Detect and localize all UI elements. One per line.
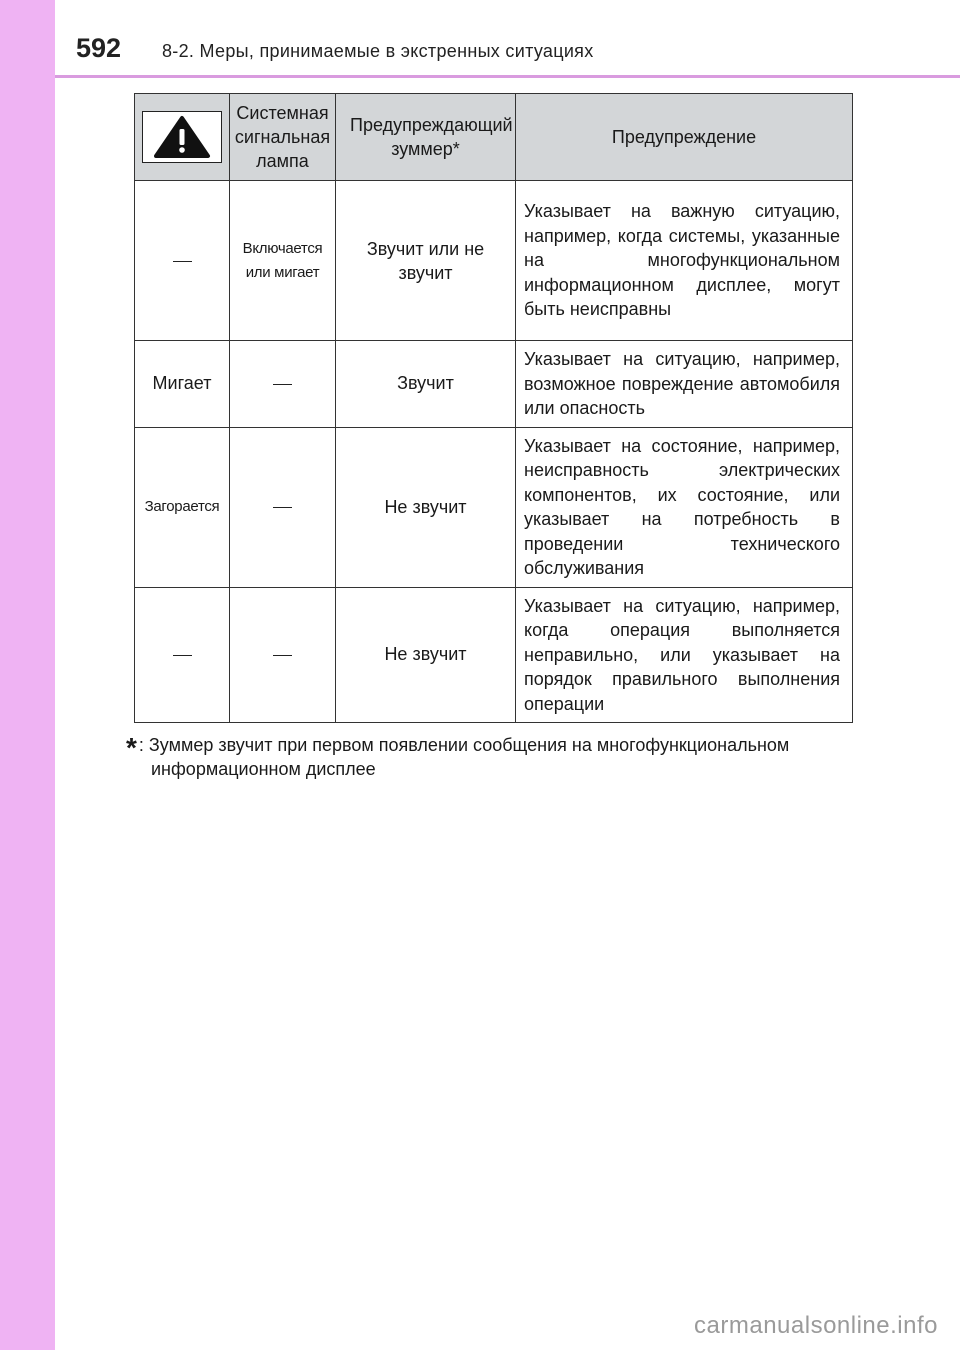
- table-row: [135, 181, 853, 341]
- dash-mark: [173, 261, 192, 262]
- row3-warning: Указывает на состояние, например, неисправность электрических компонентов, их состояние, или указывает на потребность в проведении технического обслуживания: [516, 427, 853, 587]
- header-warning: [516, 94, 853, 181]
- row4-lamp: [230, 587, 336, 723]
- warning-table: [134, 93, 853, 723]
- row3-lamp: [230, 427, 336, 587]
- header-icon-cell: [135, 94, 230, 181]
- row4-indicator: [135, 587, 230, 723]
- row1-indicator: [135, 181, 230, 341]
- header-warning-label: Предупреждение: [611, 127, 757, 147]
- table-row: [135, 587, 853, 723]
- dash-mark: [273, 655, 292, 656]
- footnote-marker: *: [126, 732, 137, 763]
- dash-mark: [273, 384, 292, 385]
- row2-lamp: [230, 341, 336, 428]
- section-title: 8-2. Меры, принимаемые в экстренных ситуациях: [162, 41, 594, 61]
- footnote-line1: [126, 730, 846, 763]
- header-lamp: [230, 94, 336, 181]
- page-header: [55, 0, 960, 76]
- row2-indicator: Мигает: [135, 341, 230, 428]
- row4-warning: Указывает на ситуацию, например, когда операция выполняется неправильно, или указывает на порядок правильного выполнения операции: [516, 587, 853, 723]
- footnote-text-1: : Зуммер звучит при первом появлении сообщения на многофункциональном: [138, 735, 790, 755]
- footnote-line2: информационном дисплее: [151, 759, 376, 779]
- row3-indicator: Загорается: [135, 427, 230, 587]
- warning-triangle-icon: [142, 111, 222, 163]
- header-buzzer: [336, 94, 516, 181]
- dash-mark: [273, 507, 292, 508]
- header-rule: [55, 75, 960, 78]
- row1-buzzer: Звучит или не звучит: [336, 181, 516, 341]
- dash-mark: [173, 655, 192, 656]
- table-row: [135, 341, 853, 428]
- watermark: carmanualsonline.info: [694, 1312, 938, 1339]
- row1-warning: Указывает на важную ситуацию, например, когда системы, указанные на многофункциональном информационном дисплее, могут быть неисправны: [516, 181, 853, 341]
- table-header-row: [135, 94, 853, 181]
- footnote: [126, 730, 846, 781]
- row2-warning: Указывает на ситуацию, например, возможное повреждение автомобиля или опасность: [516, 341, 853, 428]
- table-row: [135, 427, 853, 587]
- header-buzzer-label: Предупреждающий зуммер*: [350, 115, 513, 159]
- side-color-strip: [0, 0, 55, 1350]
- row1-lamp: Включается или мигает: [230, 181, 336, 341]
- page-number: 592: [76, 33, 122, 63]
- row2-buzzer: Звучит: [336, 341, 516, 428]
- header-lamp-label: Системная сигнальная лампа: [234, 103, 331, 171]
- row3-buzzer: Не звучит: [336, 427, 516, 587]
- row4-buzzer: Не звучит: [336, 587, 516, 723]
